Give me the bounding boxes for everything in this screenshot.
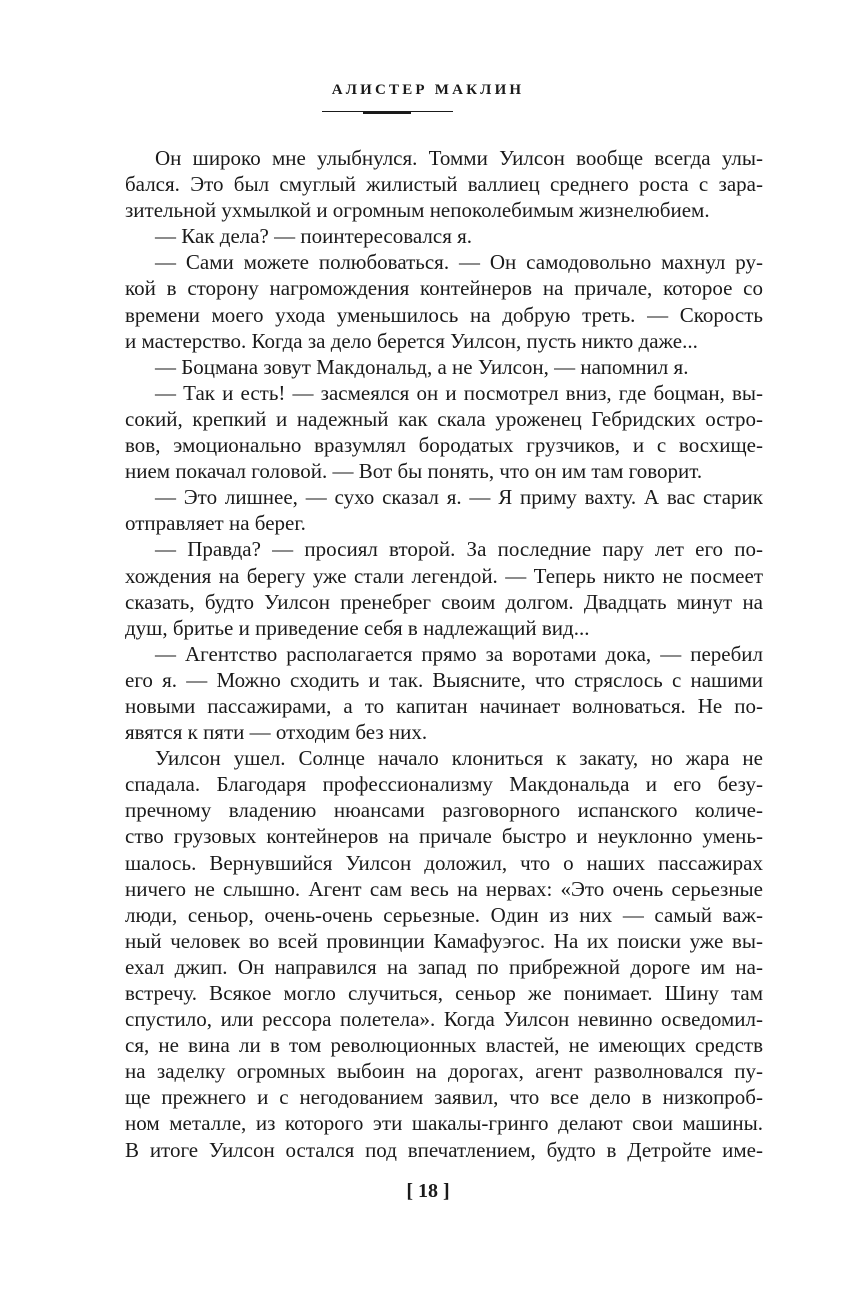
- paragraph: [125, 380, 763, 484]
- text-line: кой в сторону нагромождения контейнеров на причале, которое со: [125, 276, 763, 301]
- text-line: ном металле, из которого эти шакалы-гринго делают свои машины.: [125, 1111, 763, 1136]
- text-line: встречу. Всякое могло случиться, сеньор же понимает. Шину там: [125, 981, 763, 1005]
- text-line: его я. — Можно сходить и так. Выясните, что стряслось с нашими: [125, 667, 763, 692]
- paragraph: [125, 536, 763, 640]
- text-line: зительной ухмылкой и огромным непоколебимым жизнелюбием.: [125, 198, 710, 223]
- text-line: — Это лишнее, — сухо сказал я. — Я приму вахту. А вас старик: [155, 485, 763, 510]
- text-line: ще прежнего и с негодованием заявил, что все дело в низкопроб-: [125, 1085, 763, 1110]
- text-line: явятся к пяти — отходим без них.: [125, 720, 428, 745]
- text-line: — Правда? — просиял второй. За последние пару лет его по-: [155, 537, 763, 562]
- text-line: Он широко мне улыбнулся. Томми Уилсон вообще всегда улы-: [155, 146, 763, 170]
- paragraph: [125, 249, 763, 353]
- paragraph: [125, 484, 763, 536]
- text-line: пречному владению нюансами разговорного испанского количе-: [125, 798, 763, 823]
- text-line: ся, не вина ли в том революционных властей, не имеющих средств: [125, 1033, 763, 1058]
- text-line: ство грузовых контейнеров на причале быстро и неуклонно умень-: [125, 824, 763, 849]
- text-line: вов, эмоционально вразумлял бородатых грузчиков, и с восхище-: [125, 433, 763, 458]
- text-line: отправляет на берег.: [125, 511, 306, 536]
- text-line: спадала. Благодаря профессионализму Макдональда и его безу-: [125, 772, 763, 797]
- text-line: ничего не слышно. Агент сам весь на нервах: «Это очень серьезные: [125, 876, 763, 901]
- paragraph: [125, 145, 763, 223]
- text-line: люди, сеньор, очень-очень серьезные. Один из них — самый важ-: [125, 902, 763, 927]
- text-line: Уилсон ушел. Солнце начало клониться к закату, но жара не: [155, 746, 763, 771]
- text-line: и мастерство. Когда за дело берется Уилсон, пусть никто даже...: [125, 328, 698, 353]
- paragraph: [125, 745, 763, 1163]
- text-line: ехал джип. Он направился на запад по прибрежной дороге им на-: [125, 954, 763, 979]
- text-line: — Боцмана зовут Макдональд, а не Уилсон, — напомнил я.: [155, 354, 689, 379]
- text-line: шалось. Вернувшийся Уилсон доложил, что о наших пассажирах: [125, 850, 763, 875]
- text-line: сказать, будто Уилсон пренебрег своим долгом. Двадцать минут на: [125, 589, 763, 614]
- text-line: времени моего ухода уменьшилось на добрую треть. — Скорость: [125, 302, 763, 327]
- text-line: сокий, крепкий и надежный как скала уроженец Гебридских остро-: [125, 406, 763, 431]
- text-line: — Так и есть! — засмеялся он и посмотрел вниз, где боцман, вы-: [155, 380, 763, 405]
- text-line: — Как дела? — поинтересовался я.: [155, 224, 473, 249]
- body-text: [125, 145, 763, 1163]
- paragraph: [125, 354, 763, 380]
- paragraph: [125, 641, 763, 745]
- paragraph: [125, 223, 763, 249]
- header-rule-accent: [363, 111, 411, 114]
- text-line: ный человек во всей провинции Камафуэгос. На их поиски уже вы-: [125, 928, 763, 953]
- text-line: — Сами можете полюбоваться. — Он самодовольно махнул ру-: [155, 250, 763, 275]
- text-line: новыми пассажирами, а то капитан начинает волноваться. Не по-: [125, 693, 763, 718]
- text-line: душ, бритье и приведение себя в надлежащий вид...: [125, 615, 590, 640]
- text-line: хождения на берегу уже стали легендой. — Теперь никто не посмеет: [125, 563, 763, 588]
- text-line: спустило, или рессора полетела». Когда Уилсон невинно осведомил-: [125, 1007, 763, 1032]
- page-number: [ 18 ]: [406, 1180, 450, 1202]
- text-line: бался. Это был смуглый жилистый валлиец среднего роста с зара-: [125, 172, 763, 197]
- running-head: АЛИСТЕР МАКЛИН: [331, 82, 525, 98]
- text-line: нием покачал головой. — Вот бы понять, что он им там говорит.: [125, 459, 703, 484]
- text-line: В итоге Уилсон остался под впечатлением, будто в Детройте име-: [125, 1137, 763, 1162]
- text-line: на заделку огромных выбоин на дорогах, агент разволновался пу-: [125, 1059, 763, 1084]
- text-line: — Агентство располагается прямо за воротами дока, — перебил: [155, 641, 763, 666]
